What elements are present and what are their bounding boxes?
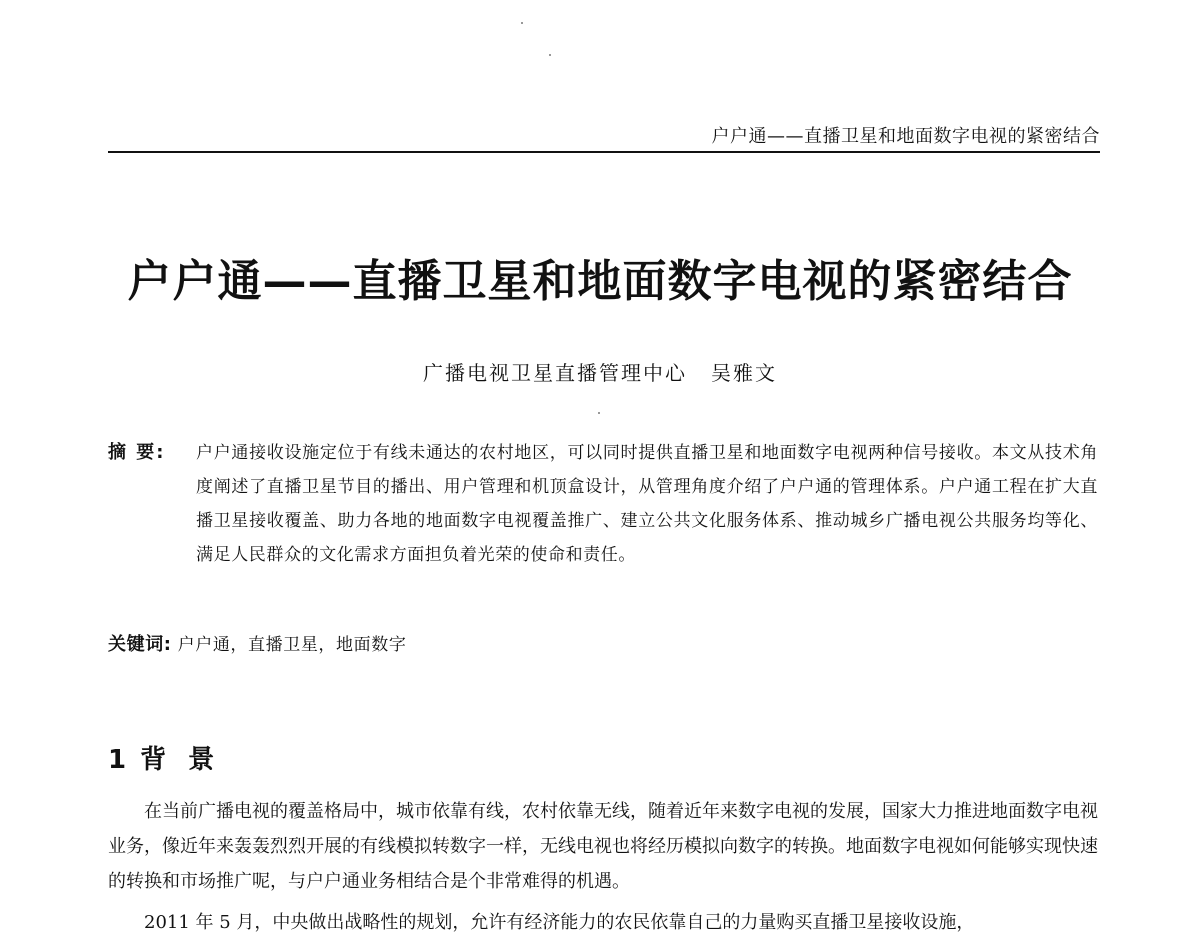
scan-speck: [549, 54, 551, 56]
author: 吴雅文: [711, 361, 777, 385]
body-paragraph: 2011 年 5 月，中央做出战略性的规划，允许有经济能力的农民依靠自己的力量购买直播卫星接收设施，: [144, 912, 975, 933]
abstract-text: 户户通接收设施定位于有线未通达的农村地区，可以同时提供直播卫星和地面数字电视两种信号接收。本文从技术角度阐述了直播卫星节目的播出、用户管理和机顶盒设计，从管理角度介绍了户户通的管理体系。户户通工程在扩大直播卫星接收覆盖、助力各地的地面数字电视覆盖推广、建立公共文化服务体系、推动城乡广播电视公共服务均等化、满足人民群众的文化需求方面担负着光荣的使命和责任。: [196, 443, 1098, 565]
body-paragraph: 在当前广播电视的覆盖格局中，城市依靠有线，农村依靠无线，随着近年来数字电视的发展，国家大力推进地面数字电视业务，像近年来轰轰烈烈开展的有线模拟转数字一样，无线电视也将经历模拟向数字的转换。地面数字电视如何能够实现快速的转换和市场推广呢，与户户通业务相结合是个非常难得的机遇。: [108, 801, 1098, 892]
section-heading: [108, 742, 236, 778]
paper-title: 户户通——直播卫星和地面数字电视的紧密结合: [127, 256, 1073, 307]
scan-speck: [521, 22, 523, 24]
scan-speck: [598, 412, 600, 414]
abstract-label: 摘 要:: [108, 442, 166, 463]
keywords: [108, 630, 406, 660]
affiliation: 广播电视卫星直播管理中心: [423, 361, 687, 385]
affiliation-line: [0, 358, 1200, 388]
abstract: [108, 436, 1098, 572]
keywords-text: 户户通，直播卫星，地面数字: [177, 635, 407, 655]
keywords-label: 关键词:: [108, 634, 172, 655]
section-title: 背景: [140, 745, 237, 775]
running-head: 户户通——直播卫星和地面数字电视的紧密结合: [711, 126, 1100, 147]
section-number: 1: [108, 745, 127, 775]
header-rule: [108, 151, 1100, 153]
